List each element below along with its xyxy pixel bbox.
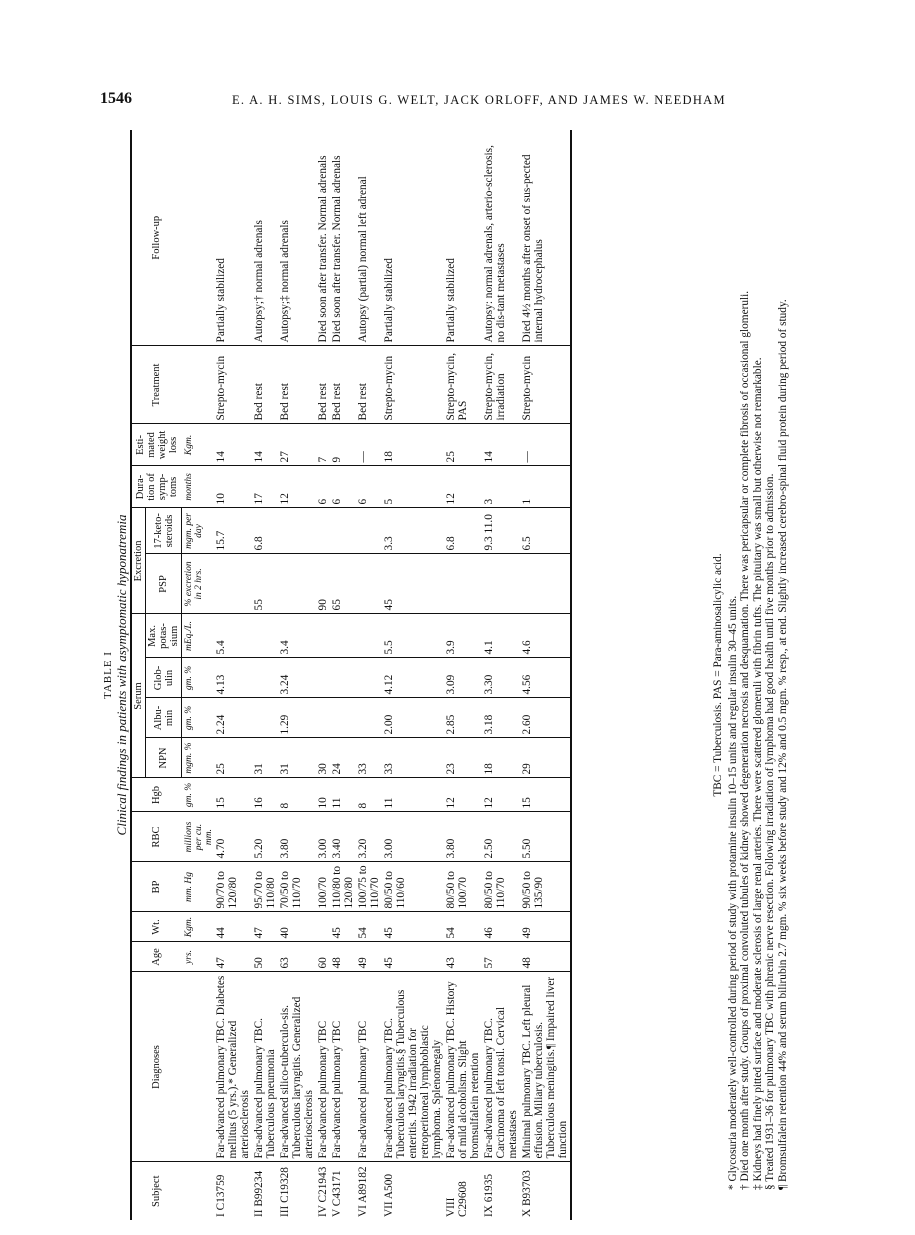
cell-treatment: Bed rest (356, 346, 382, 424)
col-header-followup: Follow-up (131, 130, 182, 346)
col-header-bp: BP (131, 862, 182, 912)
cell-age: 48 (330, 942, 356, 972)
unit-npn: mgm. % (182, 738, 214, 778)
cell-hgb: 12 (482, 778, 520, 812)
footnote: † Died one month after study. Groups of proximal convoluted tubules of kidney showed degeneration necrosis and desquamation. There was pericapsular or complete fibrosis of occasional glomeruli. (739, 290, 751, 1190)
cell-weight-loss: 25 (444, 424, 482, 466)
cell-wt: 54 (356, 912, 382, 942)
cell-hgb: 12 (444, 778, 482, 812)
table-label: TABLE I (102, 651, 114, 699)
cell-globulin: 3.30 (482, 658, 520, 698)
cell-subject: IV C21943 (316, 1166, 329, 1217)
cell-weight-loss: 9 (330, 424, 356, 466)
cell-psp (356, 554, 382, 614)
cell-age: 57 (482, 942, 520, 972)
cell-duration: 1 (520, 466, 571, 508)
cell-potassium: 3.9 (444, 614, 482, 658)
cell-weight-loss: 18 (382, 424, 444, 466)
cell-subject: IX 61935 (482, 1174, 495, 1217)
running-header-authors: E. A. H. SIMS, LOUIS G. WELT, JACK ORLOFF, AND JAMES W. NEEDHAM (232, 93, 726, 107)
cell-age: 63 (278, 942, 316, 972)
cell-duration: 10 (214, 466, 252, 508)
cell-psp (278, 554, 316, 614)
unit-albumin: gm. % (182, 698, 214, 738)
cell-npn: 30 (316, 738, 330, 778)
cell-subject: I C13759 (214, 1174, 227, 1217)
cell-subject: X B93703 (520, 1162, 571, 1220)
cell-bp: 80/50 to 110/60 (382, 862, 444, 912)
cell-albumin (330, 698, 356, 738)
cell-diagnoses: Far-advanced pulmonary TBC (316, 972, 330, 1162)
cell-subject: V C43171 (330, 1170, 343, 1217)
unit-globulin: gm. % (182, 658, 214, 698)
unit-bp: mm. Hg (182, 862, 214, 912)
unit-age: yrs. (182, 942, 214, 972)
cell-weight-loss: 14 (214, 424, 252, 466)
cell-subject: VI A89182 (356, 1166, 369, 1217)
cell-age: 49 (356, 942, 382, 972)
cell-rbc: 5.20 (252, 812, 278, 862)
cell-treatment: Strepto-mycin, irradiation (482, 346, 520, 424)
cell-treatment: Bed rest (252, 346, 278, 424)
cell-duration: 5 (382, 466, 444, 508)
table-row (444, 130, 482, 1220)
table-footnotes (712, 130, 789, 1220)
cell-followup: Autopsy: normal adrenals, arterio-sclerosis, no dis-tant metastases (482, 130, 520, 346)
cell-duration: 3 (482, 466, 520, 508)
cell-albumin: 1.29 (278, 698, 316, 738)
cell-bp: 70/50 to 110/70 (278, 862, 316, 912)
cell-duration: 12 (444, 466, 482, 508)
unit-ketosteroids: mgm. per day (182, 508, 214, 554)
cell-potassium: 4.6 (520, 614, 571, 658)
cell-treatment: Strepto-mycin (214, 346, 252, 424)
cell-npn: 29 (520, 738, 571, 778)
cell-bp: 90/70 to 120/80 (214, 862, 252, 912)
cell-npn: 31 (278, 738, 316, 778)
unit-cell (182, 130, 214, 346)
unit-hgb: gm. % (182, 778, 214, 812)
table-row (330, 130, 356, 1220)
cell-npn: 33 (382, 738, 444, 778)
cell-diagnoses: Far-advanced pulmonary TBC. Diabetes mellitus (5 yrs.).* Generalized arteriosclerosis (214, 972, 252, 1162)
table-row (316, 130, 330, 1220)
cell-globulin (356, 658, 382, 698)
cell-globulin: 4.56 (520, 658, 571, 698)
cell-followup: Partially stabilized (444, 130, 482, 346)
cell-subject: VIII C29608 (444, 1181, 469, 1217)
cell-age: 60 (316, 942, 330, 972)
cell-age: 45 (382, 942, 444, 972)
cell-followup: Died soon after transfer. Normal adrenals (330, 130, 356, 346)
cell-duration: 6 (356, 466, 382, 508)
col-header-potassium: Max. potas-sium (146, 614, 182, 658)
col-header-weight-loss: Esti-mated weight loss (131, 424, 182, 466)
cell-diagnoses: Minimal pulmonary TBC. Left pleural effusion. Miliary tuberculosis. Tuberculous meningitis.¶ Impaired liver function (520, 972, 571, 1162)
cell-keto (356, 508, 382, 554)
cell-hgb: 15 (520, 778, 571, 812)
table-row (252, 130, 278, 1220)
cell-diagnoses: Far-advanced pulmonary TBC. Tuberculous laryngitis.§ Tuberculous enteritis. 1942 irradiation for retroperitoneal lymphoblastic lymphoma. Splenomegaly (382, 972, 444, 1162)
cell-weight-loss: — (356, 424, 382, 466)
table-row (356, 130, 382, 1220)
rotated-table-block (100, 130, 840, 1220)
cell-potassium: 5.4 (214, 614, 252, 658)
cell-wt: 45 (330, 912, 356, 942)
cell-keto: 6.8 (252, 508, 278, 554)
unit-weight-loss: Kgm. (182, 424, 214, 466)
cell-wt: 44 (214, 912, 252, 942)
cell-wt: 47 (252, 912, 278, 942)
cell-diagnoses: Far-advanced pulmonary TBC. History of mild alcoholism. Slight bromsulfalein retention (444, 972, 482, 1162)
cell-psp (214, 554, 252, 614)
unit-cell (182, 346, 214, 424)
col-header-albumin: Albu-min (146, 698, 182, 738)
cell-albumin: 2.60 (520, 698, 571, 738)
table-stage (100, 130, 840, 1220)
cell-bp: 90/50 to 135/90 (520, 862, 571, 912)
cell-bp: 80/50 to 100/70 (444, 862, 482, 912)
footnote: * Glycosuria moderately well-controlled during period of study with protamine insulin 10–15 units and regular insulin 30–45 units. (726, 595, 739, 1190)
cell-npn: 18 (482, 738, 520, 778)
cell-wt: 40 (278, 912, 316, 942)
cell-treatment: Strepto-mycin, PAS (444, 346, 482, 424)
cell-followup: Autopsy;‡ normal adrenals (278, 130, 316, 346)
cell-hgb: 16 (252, 778, 278, 812)
table-row (214, 130, 252, 1220)
cell-npn: 25 (214, 738, 252, 778)
cell-treatment: Bed rest (316, 346, 330, 424)
unit-duration: months (182, 466, 214, 508)
group-header-serum: Serum (131, 614, 146, 778)
cell-potassium: 5.5 (382, 614, 444, 658)
cell-hgb: 8 (356, 778, 382, 812)
col-header-wt: Wt. (131, 912, 182, 942)
cell-diagnoses: Far-advanced pulmonary TBC (356, 972, 382, 1162)
cell-bp: 95/70 to 110/80 (252, 862, 278, 912)
cell-diagnoses: Far-advanced pulmonary TBC (330, 972, 356, 1162)
cell-globulin: 4.12 (382, 658, 444, 698)
cell-followup: Autopsy (partial) normal left adrenal (356, 130, 382, 346)
cell-keto: 6.8 (444, 508, 482, 554)
cell-globulin: 3.24 (278, 658, 316, 698)
cell-bp: 80/50 to 110/70 (482, 862, 520, 912)
cell-albumin: 2.00 (382, 698, 444, 738)
cell-hgb: 15 (214, 778, 252, 812)
col-header-duration: Dura-tion of symp-toms (131, 466, 182, 508)
cell-globulin (316, 658, 330, 698)
cell-albumin (316, 698, 330, 738)
table-row (520, 130, 571, 1220)
table-caption: Clinical findings in patients with asymptomatic hyponatremia (114, 514, 129, 836)
col-header-age: Age (131, 942, 182, 972)
cell-subject: VII A500 (382, 1174, 395, 1217)
cell-duration: 12 (278, 466, 316, 508)
table-body (182, 130, 571, 1220)
cell-albumin (356, 698, 382, 738)
cell-treatment: Bed rest (330, 346, 356, 424)
cell-albumin (252, 698, 278, 738)
cell-keto: 9.3 11.0 (482, 508, 520, 554)
cell-potassium: 4.1 (482, 614, 520, 658)
cell-globulin: 3.09 (444, 658, 482, 698)
cell-rbc: 3.00 (382, 812, 444, 862)
abbreviations-line: TBC = Tuberculosis. PAS = Para-aminosalicylic acid. (712, 553, 724, 797)
cell-wt: 49 (520, 912, 571, 942)
unit-wt: Kgm. (182, 912, 214, 942)
col-header-rbc: RBC (131, 812, 182, 862)
cell-hgb: 8 (278, 778, 316, 812)
cell-bp: 100/75 to 110/70 (356, 862, 382, 912)
cell-diagnoses: Far-advanced pulmonary TBC. Tuberculous pneumonia (252, 972, 278, 1162)
cell-potassium: 3.4 (278, 614, 316, 658)
cell-potassium (316, 614, 330, 658)
cell-psp (520, 554, 571, 614)
cell-subject: II B99234 (252, 1170, 265, 1217)
cell-weight-loss: — (520, 424, 571, 466)
cell-globulin (252, 658, 278, 698)
cell-followup: Died 4½ months after onset of sus-pected internal hydrocephalus (520, 130, 571, 346)
cell-npn: 33 (356, 738, 382, 778)
cell-keto: 6.5 (520, 508, 571, 554)
cell-rbc: 3.80 (444, 812, 482, 862)
cell-subject: III C19328 (278, 1167, 291, 1217)
cell-age: 48 (520, 942, 571, 972)
col-header-psp: PSP (146, 554, 182, 614)
table-row (482, 130, 520, 1220)
cell-psp: 55 (252, 554, 278, 614)
col-header-npn: NPN (146, 738, 182, 778)
unit-cell (182, 1162, 214, 1220)
cell-rbc: 3.80 (278, 812, 316, 862)
cell-treatment: Bed rest (278, 346, 316, 424)
cell-bp: 100/70 (316, 862, 330, 912)
cell-followup: Autopsy;† normal adrenals (252, 130, 278, 346)
cell-psp (444, 554, 482, 614)
cell-keto (330, 508, 356, 554)
cell-rbc: 3.40 (330, 812, 356, 862)
group-header-excretion: Excretion (131, 508, 146, 614)
cell-psp: 90 (316, 554, 330, 614)
cell-albumin: 2.85 (444, 698, 482, 738)
cell-keto (316, 508, 330, 554)
col-header-globulin: Glob-ulin (146, 658, 182, 698)
table-container (130, 130, 572, 1220)
col-header-hgb: Hgb (131, 778, 182, 812)
unit-potassium: mEq./L. (182, 614, 214, 658)
cell-age: 43 (444, 942, 482, 972)
col-header-diagnoses: Diagnoses (131, 972, 182, 1162)
cell-weight-loss: 7 (316, 424, 330, 466)
cell-psp: 45 (382, 554, 444, 614)
cell-weight-loss: 14 (482, 424, 520, 466)
unit-rbc: millions per cu. mm. (182, 812, 214, 862)
cell-albumin: 3.18 (482, 698, 520, 738)
clinical-findings-table (130, 130, 572, 1220)
cell-potassium (252, 614, 278, 658)
cell-keto: 15.7 (214, 508, 252, 554)
cell-hgb: 10 (316, 778, 330, 812)
cell-age: 47 (214, 942, 252, 972)
cell-treatment: Strepto-mycin (382, 346, 444, 424)
table-row (278, 130, 316, 1220)
cell-wt: 54 (444, 912, 482, 942)
cell-rbc: 5.50 (520, 812, 571, 862)
cell-rbc: 2.50 (482, 812, 520, 862)
cell-followup: Partially stabilized (382, 130, 444, 346)
cell-potassium (330, 614, 356, 658)
cell-npn: 24 (330, 738, 356, 778)
footnote: § Treated 1931–36 for pulmonary TBC with phrenic nerve resection. Following irradiation of lymphoma had good health until five months prior to admission. (764, 473, 776, 1190)
footnote: ‡ Kidneys had finely pitted surface and moderate sclerosis of large renal arteries. There were scattered glomeruli with fibrin tufts. The pituitary was small but otherwise not remarkable. (751, 357, 764, 1190)
cell-potassium (356, 614, 382, 658)
cell-weight-loss: 27 (278, 424, 316, 466)
cell-wt (316, 912, 330, 942)
col-header-treatment: Treatment (131, 346, 182, 424)
cell-rbc: 3.20 (356, 812, 382, 862)
page-number: 1546 (100, 90, 132, 107)
col-header-subject: Subject (131, 1162, 182, 1220)
cell-wt: 45 (382, 912, 444, 942)
cell-keto: 3.3 (382, 508, 444, 554)
cell-hgb: 11 (330, 778, 356, 812)
unit-cell (182, 972, 214, 1162)
cell-age: 50 (252, 942, 278, 972)
cell-duration: 6 (330, 466, 356, 508)
cell-albumin: 2.24 (214, 698, 252, 738)
cell-followup: Died soon after transfer. Normal adrenals (316, 130, 330, 346)
cell-hgb: 11 (382, 778, 444, 812)
cell-globulin: 4.13 (214, 658, 252, 698)
cell-keto (278, 508, 316, 554)
cell-diagnoses: Far-advanced pulmonary TBC. Carcinoma of left tonsil. Cervical metastases (482, 972, 520, 1162)
unit-psp: % excretion in 2 hrs. (182, 554, 214, 614)
cell-npn: 31 (252, 738, 278, 778)
cell-duration: 17 (252, 466, 278, 508)
cell-psp: 65 (330, 554, 356, 614)
cell-bp: 110/80 to 120/80 (330, 862, 356, 912)
col-header-ketosteroids: 17-keto-steroids (146, 508, 182, 554)
cell-wt: 46 (482, 912, 520, 942)
cell-globulin (330, 658, 356, 698)
cell-weight-loss: 14 (252, 424, 278, 466)
cell-diagnoses: Far-advanced silico-tuberculo-sis. Tuberculous laryngitis. Generalized arteriosclerosis (278, 972, 316, 1162)
cell-rbc: 4.70 (214, 812, 252, 862)
cell-npn: 23 (444, 738, 482, 778)
footnote: ¶ Bromsulfalein retention 44% and serum bilirubin 2.7 mgm. % six weeks before study and 12% and 0.5 mgm. % resp., at end. Slightly increased cerebro-spinal fluid protein during period of study. (776, 299, 789, 1190)
cell-duration: 6 (316, 466, 330, 508)
table-row (382, 130, 444, 1220)
cell-rbc: 3.00 (316, 812, 330, 862)
cell-psp (482, 554, 520, 614)
cell-followup: Partially stabilized (214, 130, 252, 346)
cell-treatment: Strepto-mycin (520, 346, 571, 424)
footnote-list (727, 130, 790, 1220)
units-row (182, 130, 214, 1220)
